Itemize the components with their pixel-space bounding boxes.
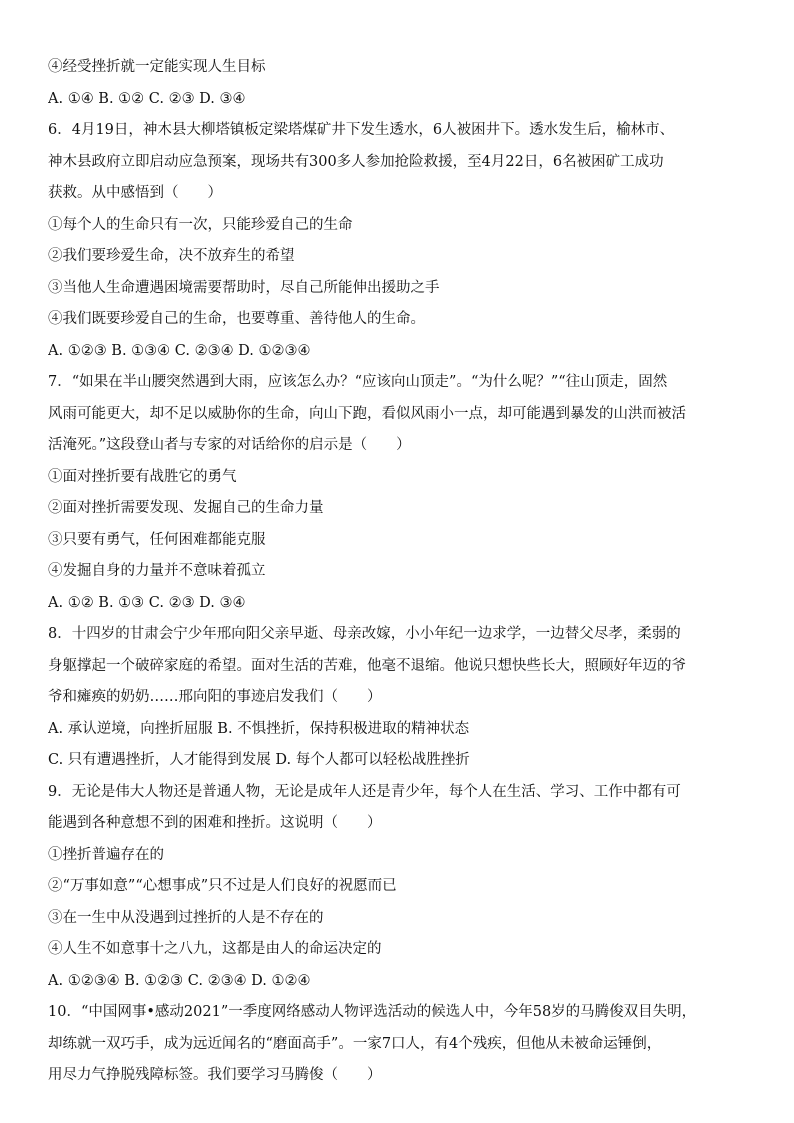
q7-stem-line-3: 活淹死。”这段登山者与专家的对话给你的启示是（ ）	[48, 437, 411, 453]
q6-option-4: ④我们既要珍爱自己的生命，也要尊重、善待他人的生命。	[48, 311, 425, 327]
q8-stem-line-3: 爷和瘫痪的奶奶……邢向阳的事迹启发我们（ ）	[48, 689, 382, 705]
q6-choices: A. ①②③ B. ①③④ C. ②③④ D. ①②③④	[48, 342, 311, 359]
q6-stem-line-1: 6．4月19日，神木县大柳塔镇板定梁塔煤矿井下发生透水，6人被困井下。透水发生后，榆林市、	[48, 122, 675, 138]
q7-stem-line-2: 风雨可能更大，却不足以威胁你的生命，向山下跑，看似风雨小一点，却可能遇到暴发的山洪而被活	[48, 405, 686, 422]
q8-stem-line-2: 身躯撑起一个破碎家庭的希望。面对生活的苦难，他毫不退缩。他说只想快些长大，照顾好年迈的爷	[48, 657, 686, 674]
q8-stem-line-1: 8．十四岁的甘肃会宁少年邢向阳父亲早逝、母亲改嫁，小小年纪一边求学，一边替父尽孝，柔弱的	[48, 626, 681, 642]
q7-option-2: ②面对挫折需要发现、发掘自己的生命力量	[48, 500, 324, 516]
q7-option-4: ④发掘自身的力量并不意味着孤立	[48, 563, 266, 579]
q6-option-3: ③当他人生命遭遇困境需要帮助时，尽自己所能伸出援助之手	[48, 279, 440, 296]
q6-option-1: ①每个人的生命只有一次，只能珍爱自己的生命	[48, 216, 353, 233]
q8-choices-ab: A. 承认逆境，向挫折屈服 B. 不惧挫折，保持积极进取的精神状态	[48, 720, 470, 737]
q5-option-4: ④经受挫折就一定能实现人生目标	[48, 59, 266, 75]
q10-stem-line-2: 却练就一双巧手，成为远近闻名的“磨面高手”。一家7口人，有4个残疾，但他从未被命运锤倒，	[48, 1035, 662, 1052]
q9-stem-line-2: 能遇到各种意想不到的困难和挫折。这说明（ ）	[48, 815, 382, 831]
q7-option-3: ③只要有勇气，任何困难都能克服	[48, 531, 266, 548]
q7-choices: A. ①② B. ①③ C. ②③ D. ③④	[48, 594, 246, 611]
exam-page	[48, 52, 752, 1092]
q9-option-3: ③在一生中从没遇到过挫折的人是不存在的	[48, 909, 324, 926]
q10-stem-line-1: 10．“中国网事•感动2021”一季度网络感动人物评选活动的候选人中，今年58岁的马腾俊双目失明，	[48, 1004, 697, 1020]
q9-option-1: ①挫折普遍存在的	[48, 846, 164, 863]
q8-choices-cd: C. 只有遭遇挫折，人才能得到发展 D. 每个人都可以轻松战胜挫折	[48, 752, 470, 768]
q7-option-1: ①面对挫折要有战胜它的勇气	[48, 468, 237, 485]
q6-option-2: ②我们要珍爱生命，决不放弃生的希望	[48, 248, 295, 264]
q9-stem-line-1: 9．无论是伟大人物还是普通人物，无论是成年人还是青少年，每个人在生活、学习、工作中都有可	[48, 783, 681, 800]
q7-stem-line-1: 7．“如果在半山腰突然遇到大雨，应该怎么办？“应该向山顶走”。“为什么呢？”“往山顶走，固然	[48, 374, 668, 390]
q9-choices: A. ①②③④ B. ①②③ C. ②③④ D. ①②④	[48, 972, 311, 989]
q6-stem-line-2: 神木县政府立即启动应急预案，现场共有300多人参加抢险救援，至4月22日，6名被困矿工成功	[48, 153, 664, 170]
q6-stem-line-3: 获救。从中感悟到（ ）	[48, 185, 222, 201]
q9-option-2: ②“万事如意”“心想事成”只不过是人们良好的祝愿而已	[48, 878, 397, 894]
q9-option-4: ④人生不如意事十之八九，这都是由人的命运决定的	[48, 941, 382, 957]
q5-choices: A. ①④ B. ①② C. ②③ D. ③④	[48, 90, 246, 107]
q10-stem-line-3: 用尽力气挣脱残障标签。我们要学习马腾俊（ ）	[48, 1067, 382, 1083]
